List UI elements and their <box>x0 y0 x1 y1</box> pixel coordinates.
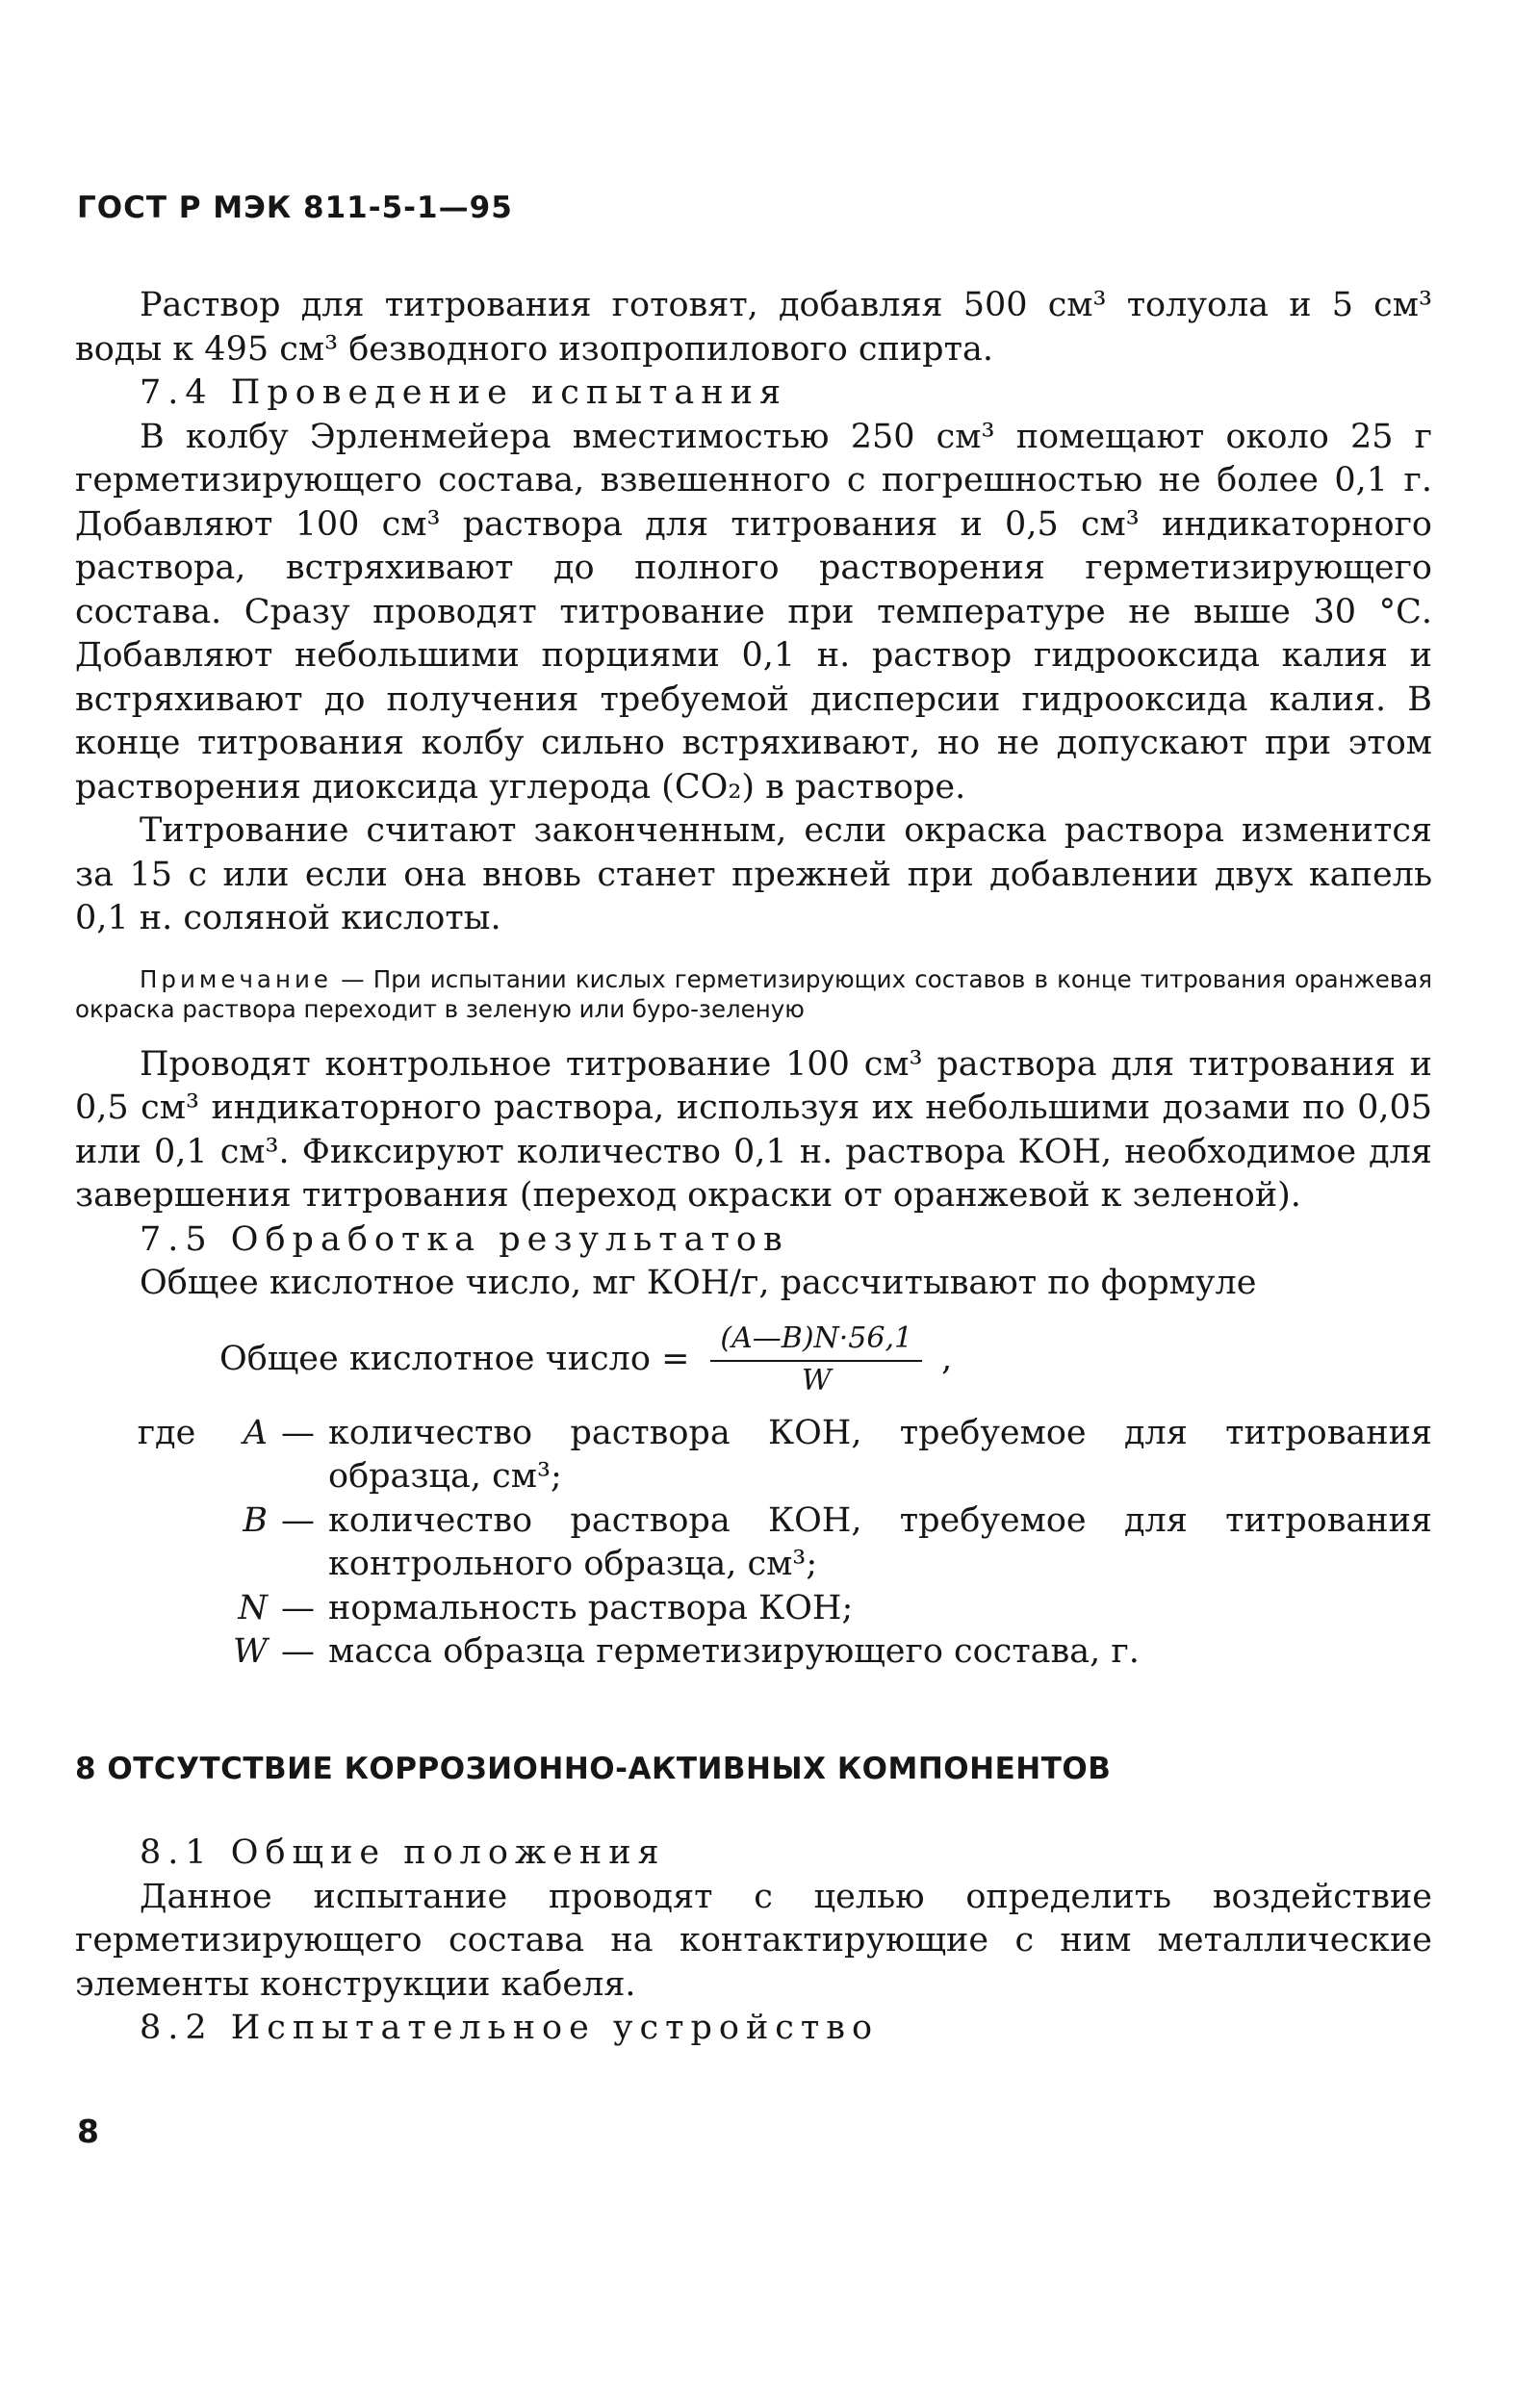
page-content <box>75 284 1432 2051</box>
legend-item <box>75 1587 1432 1631</box>
legend-dash: — <box>281 1413 315 1452</box>
subsection-7-5-title: 7.5 Обработка результатов <box>140 1219 789 1259</box>
paragraph-test-procedure: В колбу Эрленмейера вместимостью 250 см³ помещают около 25 г герметизирующего состава, взвешенного с погрешностью не более 0,1 г. Добавляют 100 см³ раствора для титрования и 0,5 см³ индикаторного раствора, встряхивают до полного растворения герметизирующего состава. Сразу проводят титрование при температуре не выше 30 °С. Добавляют небольшими порциями 0,1 н. раствор гидрооксида калия и встряхивают до получения требуемой дисперсии гидрооксида калия. В конце титрования колбу сильно встряхивают, но не допускают при этом растворения диоксида углерода (CO₂) в растворе. <box>75 417 1432 807</box>
formula-fraction <box>710 1321 922 1398</box>
paragraph-formula-intro: Общее кислотное число, мг КОН/г, рассчитывают по формуле <box>140 1264 1257 1302</box>
legend-symbol: N <box>238 1588 268 1627</box>
legend-item <box>75 1499 1432 1587</box>
legend-symbol: B <box>243 1500 268 1540</box>
legend-text: количество раствора КОН, требуемое для титрования контрольного образца, см³; <box>328 1500 1432 1583</box>
paragraph-solution-prep: Раствор для титрования готовят, добавляя 500 см³ толуола и 5 см³ воды к 495 см³ безводного изопропилового спирта. <box>75 286 1432 369</box>
standard-header: ГОСТ Р МЭК 811-5-1—95 <box>77 191 513 225</box>
formula-lhs: Общее кислотное число = <box>219 1339 690 1378</box>
paragraph-titration-end: Титрование считают законченным, если окраска раствора изменится за 15 с или если она вновь станет прежней при добавлении двух капель 0,1 н. соляной кислоты. <box>75 811 1432 937</box>
legend-where: где <box>137 1413 196 1452</box>
subsection-7-4-title: 7.4 Проведение испытания <box>140 373 788 412</box>
formula-denominator: W <box>801 1363 832 1397</box>
note-label: Примечание <box>140 964 332 993</box>
legend-item <box>75 1630 1432 1675</box>
legend-dash: — <box>281 1632 315 1671</box>
legend-symbol: где A <box>75 1412 268 1499</box>
formula-numerator: (A—B)N·56,1 <box>710 1321 922 1362</box>
acid-number-formula <box>219 1312 1432 1408</box>
section-8-title: 8 ОТСУТСТВИЕ КОРРОЗИОННО-АКТИВНЫХ КОМПОНЕНТОВ <box>75 1751 1112 1786</box>
note-text: — При испытании кислых герметизирующих составов в конце титрования оранжевая окраска раствора переходит в зеленую или буро-зеленую <box>75 964 1432 1023</box>
legend-dash: — <box>281 1500 315 1540</box>
legend-text: масса образца герметизирующего состава, г. <box>328 1632 1140 1671</box>
legend-dash: — <box>281 1588 315 1627</box>
legend-text: количество раствора КОН, требуемое для титрования образца, см³; <box>328 1413 1432 1496</box>
paragraph-control-titration: Проводят контрольное титрование 100 см³ раствора для титрования и 0,5 см³ индикаторного раствора, используя их небольшими дозами по 0,05 или 0,1 см³. Фиксируют количество 0,1 н. раствора КОН, необходимое для завершения титрования (переход окраски от оранжевой к зеленой). <box>75 1044 1432 1215</box>
legend-symbol: W <box>233 1632 268 1671</box>
paragraph-general-provisions: Данное испытание проводят с целью определить воздействие герметизирующего состава на контактирующие с ним металлические элементы конструкции кабеля. <box>75 1877 1432 2004</box>
subsection-8-2-title: 8.2 Испытательное устройство <box>140 2009 880 2047</box>
subsection-8-1-title: 8.1 Общие положения <box>140 1833 666 1872</box>
legend-item <box>75 1412 1432 1499</box>
page-number: 8 <box>77 2113 99 2150</box>
note <box>75 964 1432 1024</box>
formula-comma: , <box>941 1339 953 1378</box>
legend-text: нормальность раствора КОН; <box>328 1588 854 1627</box>
formula-legend <box>75 1412 1432 1675</box>
